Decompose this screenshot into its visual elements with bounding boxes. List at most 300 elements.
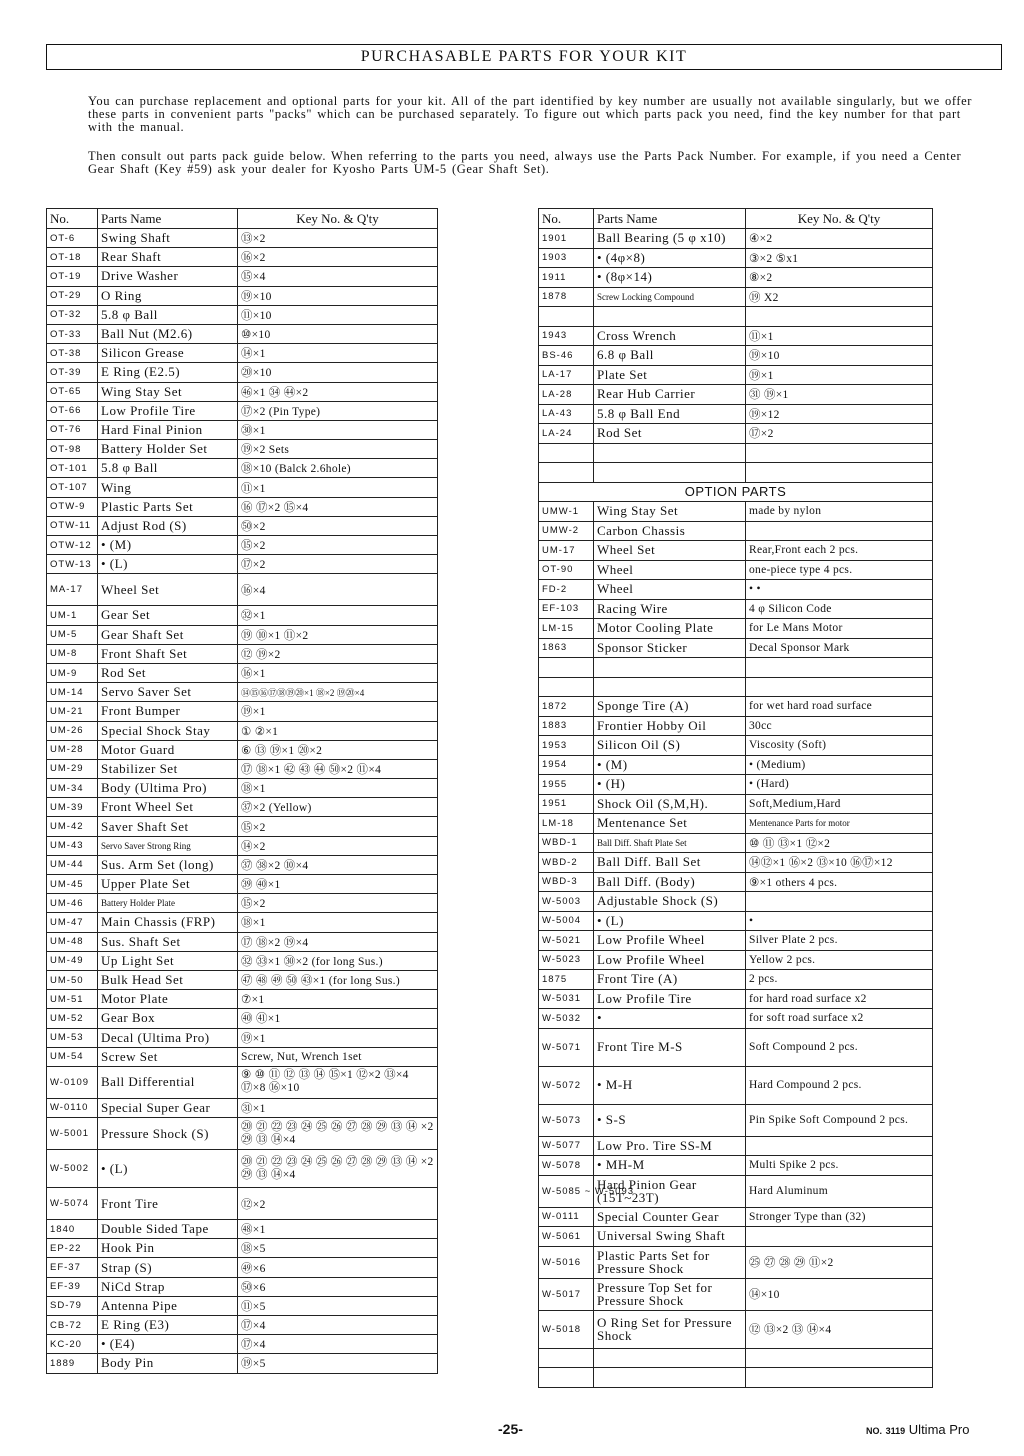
key-qty-cell: ㉜ ㉝×1 ㉚×2 (for long Sus.) — [238, 951, 438, 970]
key-qty-cell: Decal Sponsor Mark — [746, 638, 933, 658]
key-qty-cell — [746, 1227, 933, 1247]
key-qty-cell: ⑳ ㉑ ㉒ ㉓ ㉔ ㉕ ㉖ ㉗ ㉘ ㉙ ⑬ ⑭ ×2 ㉙ ⑬ ⑭×4 — [238, 1118, 438, 1150]
table-row — [47, 478, 438, 497]
part-name-cell: Main Chassis (FRP) — [98, 913, 238, 932]
table-row — [47, 836, 438, 855]
table-row — [539, 872, 933, 892]
key-qty-cell — [746, 463, 933, 483]
part-number-cell: OT-38 — [47, 344, 98, 363]
key-qty-cell: • (Medium) — [746, 755, 933, 775]
part-name-cell: Mentenance Set — [594, 814, 746, 834]
part-name-cell: E Ring (E3) — [98, 1316, 238, 1335]
key-qty-cell: ㉛ ⑲×1 — [746, 385, 933, 405]
part-name-cell: Low Profile Tire — [594, 989, 746, 1009]
part-name-cell: Servo Saver Set — [98, 683, 238, 702]
key-qty-cell: • (Hard) — [746, 775, 933, 795]
table-row — [47, 721, 438, 740]
part-number-cell — [539, 1368, 594, 1388]
column-header-key: Key No. & Q'ty — [238, 209, 438, 229]
part-name-cell: Racing Wire — [594, 599, 746, 619]
table-row — [47, 1220, 438, 1239]
key-qty-cell: ⑪×5 — [238, 1296, 438, 1315]
part-name-cell: Front Wheel Set — [98, 798, 238, 817]
part-name-cell: Wing Stay Set — [594, 502, 746, 522]
key-qty-cell: ⑱×1 — [238, 779, 438, 798]
part-number-cell: UM-42 — [47, 817, 98, 836]
table-row — [539, 931, 933, 951]
part-name-cell: Wheel — [594, 580, 746, 600]
part-name-cell: Silicon Oil (S) — [594, 736, 746, 756]
part-number-cell: LA-24 — [539, 424, 594, 444]
table-row — [539, 424, 933, 444]
key-qty-cell: ⑲×5 — [238, 1354, 438, 1373]
table-row — [47, 1047, 438, 1066]
part-number-cell: UM-39 — [47, 798, 98, 817]
key-qty-cell: ⑯×1 — [238, 663, 438, 682]
part-number-cell: OT-107 — [47, 478, 98, 497]
key-qty-cell: ⑲×10 — [746, 346, 933, 366]
key-qty-cell: ㊽×1 — [238, 1220, 438, 1239]
key-qty-cell: • • — [746, 580, 933, 600]
table-row — [47, 1354, 438, 1373]
key-qty-cell: 4 φ Silicon Code — [746, 599, 933, 619]
table-row — [47, 932, 438, 951]
part-number-cell: UM-1 — [47, 606, 98, 625]
part-name-cell: 5.8 φ Ball — [98, 459, 238, 478]
key-qty-cell: Soft,Medium,Hard — [746, 794, 933, 814]
key-qty-cell: ㊿×6 — [238, 1277, 438, 1296]
key-qty-cell: Stronger Type than (32) — [746, 1207, 933, 1227]
key-qty-cell: ⑯×2 — [238, 248, 438, 267]
key-qty-cell: Pin Spike Soft Compound 2 pcs. — [746, 1104, 933, 1136]
part-name-cell: Adjustable Shock (S) — [594, 892, 746, 912]
key-qty-cell: ⑯ ⑰×2 ⑮×4 — [238, 497, 438, 516]
part-number-cell: 1875 — [539, 970, 594, 990]
part-name-cell: E Ring (E2.5) — [98, 363, 238, 382]
key-qty-cell: ⑬×2 — [238, 229, 438, 248]
table-row — [47, 229, 438, 248]
key-qty-cell — [746, 1348, 933, 1368]
part-number-cell: UM-52 — [47, 1009, 98, 1028]
part-name-cell: Wheel Set — [98, 574, 238, 606]
part-name-cell: Motor Cooling Plate — [594, 619, 746, 639]
table-row — [47, 951, 438, 970]
part-name-cell: Saver Shaft Set — [98, 817, 238, 836]
table-row — [539, 463, 933, 483]
part-name-cell: Battery Holder Plate — [98, 894, 238, 913]
table-row — [47, 267, 438, 286]
part-name-cell — [594, 463, 746, 483]
part-name-cell: Hard Pinion Gear (15T~23T) — [594, 1175, 746, 1207]
part-name-cell: Ball Differential — [98, 1066, 238, 1098]
table-row — [539, 989, 933, 1009]
key-qty-cell: ⑮×2 — [238, 536, 438, 555]
key-qty-cell: Multi Spike 2 pcs. — [746, 1156, 933, 1176]
part-name-cell: Body Pin — [98, 1354, 238, 1373]
table-row — [47, 536, 438, 555]
key-qty-cell: ⑭⑮⑯⑰⑱⑲⑳×1 ⑱×2 ⑲⑳×4 — [238, 683, 438, 702]
part-name-cell: Low Profile Wheel — [594, 931, 746, 951]
table-row — [47, 1188, 438, 1220]
part-number-cell: 1954 — [539, 755, 594, 775]
part-name-cell: • — [594, 1009, 746, 1029]
part-name-cell: Upper Plate Set — [98, 875, 238, 894]
parts-table-left — [46, 208, 438, 1374]
key-qty-cell — [746, 892, 933, 912]
part-name-cell: Rod Set — [594, 424, 746, 444]
part-name-cell: • MH-M — [594, 1156, 746, 1176]
table-row — [47, 606, 438, 625]
key-qty-cell: ⑲×2 Sets — [238, 440, 438, 459]
table-row — [539, 1104, 933, 1136]
table-row — [539, 1246, 933, 1278]
table-row — [539, 716, 933, 736]
key-qty-cell: ① ②×1 — [238, 721, 438, 740]
parts-table-right — [538, 208, 933, 1388]
part-name-cell: Pressure Top Set for Pressure Shock — [594, 1278, 746, 1310]
table-row — [47, 644, 438, 663]
part-number-cell: OT-29 — [47, 286, 98, 305]
table-row — [539, 911, 933, 931]
part-name-cell: Low Pro. Tire SS-M — [594, 1136, 746, 1156]
table-row — [47, 1316, 438, 1335]
key-qty-cell: made by nylon — [746, 502, 933, 522]
part-name-cell: Wheel Set — [594, 541, 746, 561]
table-row — [539, 599, 933, 619]
part-name-cell: Cross Wrench — [594, 326, 746, 346]
key-qty-cell: ⑩×10 — [238, 324, 438, 343]
table-row — [539, 326, 933, 346]
table-row — [539, 853, 933, 873]
part-name-cell: • (E4) — [98, 1335, 238, 1354]
part-number-cell: W-5031 — [539, 989, 594, 1009]
key-qty-cell: ⑲ X2 — [746, 287, 933, 307]
part-name-cell: Front Tire M-S — [594, 1028, 746, 1066]
key-qty-cell: ⑳×10 — [238, 363, 438, 382]
table-row — [47, 1009, 438, 1028]
key-qty-cell: Rear,Front each 2 pcs. — [746, 541, 933, 561]
table-row — [539, 385, 933, 405]
part-number-cell: OTW-13 — [47, 555, 98, 574]
part-number-cell: UM-14 — [47, 683, 98, 702]
table-row — [539, 268, 933, 288]
part-name-cell: Special Counter Gear — [594, 1207, 746, 1227]
table-row — [47, 305, 438, 324]
key-qty-cell: ⑪×1 — [238, 478, 438, 497]
key-qty-cell: Soft Compound 2 pcs. — [746, 1028, 933, 1066]
table-row — [47, 798, 438, 817]
table-row — [539, 775, 933, 795]
key-qty-cell: for wet hard road surface — [746, 697, 933, 717]
table-row — [47, 286, 438, 305]
key-qty-cell: ⑪×10 — [238, 305, 438, 324]
part-name-cell — [594, 1368, 746, 1388]
table-row — [47, 516, 438, 535]
key-qty-cell: Viscosity (Soft) — [746, 736, 933, 756]
document-id — [866, 1422, 969, 1437]
part-number-cell: LA-17 — [539, 365, 594, 385]
key-qty-cell: for soft road surface x2 — [746, 1009, 933, 1029]
key-qty-cell: ③×2 ⑤x1 — [746, 248, 933, 268]
part-name-cell: • (M) — [98, 536, 238, 555]
part-name-cell: Silicon Grease — [98, 344, 238, 363]
key-qty-cell: ⑫ ⑬×2 ⑬ ⑭×4 — [746, 1310, 933, 1348]
table-row — [539, 794, 933, 814]
table-row — [47, 990, 438, 1009]
table-row — [47, 1098, 438, 1117]
table-row — [539, 833, 933, 853]
key-qty-cell: ⑭×10 — [746, 1278, 933, 1310]
part-name-cell: Sponge Tire (A) — [594, 697, 746, 717]
part-name-cell: 5.8 φ Ball End — [594, 404, 746, 424]
part-name-cell: Gear Shaft Set — [98, 625, 238, 644]
column-header-key: Key No. & Q'ty — [746, 209, 933, 229]
part-name-cell: Gear Set — [98, 606, 238, 625]
part-number-cell: UMW-1 — [539, 502, 594, 522]
part-number-cell: OTW-11 — [47, 516, 98, 535]
part-number-cell: LA-43 — [539, 404, 594, 424]
table-header-row — [539, 209, 933, 229]
key-qty-cell: ㉚×1 — [238, 420, 438, 439]
key-qty-cell — [746, 1368, 933, 1388]
key-qty-cell — [746, 307, 933, 327]
table-row — [539, 502, 933, 522]
key-qty-cell: Mentenance Parts for motor — [746, 814, 933, 834]
table-row — [47, 401, 438, 420]
part-name-cell — [594, 443, 746, 463]
part-name-cell: Wing Stay Set — [98, 382, 238, 401]
key-qty-cell: ㊵ ㊶×1 — [238, 1009, 438, 1028]
key-qty-cell: ⑲×10 — [238, 286, 438, 305]
part-number-cell: UM-53 — [47, 1028, 98, 1047]
part-number-cell: OT-39 — [47, 363, 98, 382]
key-qty-cell: ⑲ ⑩×1 ⑪×2 — [238, 625, 438, 644]
doc-number: 3119 — [885, 1426, 906, 1436]
part-name-cell: • M-H — [594, 1066, 746, 1104]
part-number-cell: SD-79 — [47, 1296, 98, 1315]
part-number-cell: 1943 — [539, 326, 594, 346]
table-row — [47, 344, 438, 363]
intro-paragraph-1: You can purchase replacement and optional parts for your kit. All of the part identified by key number are usually not available singularly, but we offer these parts in convenient parts "packs" which can be purchased separately. To figure out which parts pack you need, find the key number for that part with the manual. — [88, 94, 973, 134]
page-title: PURCHASABLE PARTS FOR YOUR KIT — [46, 44, 1002, 70]
key-qty-cell: ⑲×1 — [238, 702, 438, 721]
part-number-cell: W-0109 — [47, 1066, 98, 1098]
table-row — [539, 736, 933, 756]
part-number-cell: 1872 — [539, 697, 594, 717]
part-name-cell: NiCd Strap — [98, 1277, 238, 1296]
part-number-cell: OT-18 — [47, 248, 98, 267]
key-qty-cell: Hard Compound 2 pcs. — [746, 1066, 933, 1104]
part-name-cell: Antenna Pipe — [98, 1296, 238, 1315]
key-qty-cell: ⑧×2 — [746, 268, 933, 288]
table-row — [539, 892, 933, 912]
parts-table-left-body — [47, 229, 438, 1374]
table-row — [47, 855, 438, 874]
key-qty-cell: ㊿×2 — [238, 516, 438, 535]
table-row — [47, 324, 438, 343]
key-qty-cell: ⑰×2 — [746, 424, 933, 444]
key-qty-cell: ⑨×1 others 4 pcs. — [746, 872, 933, 892]
key-qty-cell: ㊻×1 ㉞ ㊹×2 — [238, 382, 438, 401]
table-row — [539, 1348, 933, 1368]
table-row — [47, 1335, 438, 1354]
table-row — [539, 1156, 933, 1176]
doc-number-prefix: NO. — [866, 1426, 883, 1436]
table-row — [47, 574, 438, 606]
part-number-cell: W-0110 — [47, 1098, 98, 1117]
key-qty-cell: for hard road surface x2 — [746, 989, 933, 1009]
part-name-cell: • (L) — [594, 911, 746, 931]
table-row — [539, 287, 933, 307]
key-qty-cell: ⑰ ⑱×2 ⑲×4 — [238, 932, 438, 951]
part-number-cell: UM-43 — [47, 836, 98, 855]
key-qty-cell: ④×2 — [746, 229, 933, 249]
part-number-cell: LM-18 — [539, 814, 594, 834]
part-name-cell: O Ring — [98, 286, 238, 305]
table-row — [47, 497, 438, 516]
intro-paragraph-2: Then consult out parts pack guide below. When referring to the parts you need, always use the Parts Pack Number. For example, if you need a Center Gear Shaft (Key #59) ask your dealer for Kyosho Parts UM-5 (Gear Shaft Set). — [88, 149, 962, 176]
part-number-cell: EF-103 — [539, 599, 594, 619]
table-row — [539, 346, 933, 366]
part-number-cell: OT-33 — [47, 324, 98, 343]
key-qty-cell: ⑪×1 — [746, 326, 933, 346]
part-number-cell: WBD-1 — [539, 833, 594, 853]
table-row — [47, 459, 438, 478]
key-qty-cell: ⑰×2 (Pin Type) — [238, 401, 438, 420]
key-qty-cell: ⑲×12 — [746, 404, 933, 424]
part-number-cell: UM-46 — [47, 894, 98, 913]
part-number-cell: W-5001 — [47, 1118, 98, 1150]
part-number-cell: OT-19 — [47, 267, 98, 286]
table-row — [47, 894, 438, 913]
table-row — [47, 1066, 438, 1098]
part-number-cell: KC-20 — [47, 1335, 98, 1354]
key-qty-cell: ⑱×1 — [238, 913, 438, 932]
table-row — [539, 1310, 933, 1348]
table-row — [47, 1118, 438, 1150]
part-number-cell: UM-54 — [47, 1047, 98, 1066]
part-number-cell: W-5021 — [539, 931, 594, 951]
part-name-cell: Swing Shaft — [98, 229, 238, 248]
part-number-cell: W-5078 — [539, 1156, 594, 1176]
part-name-cell: Plastic Parts Set — [98, 497, 238, 516]
part-number-cell: WBD-2 — [539, 853, 594, 873]
part-number-cell: W-5073 — [539, 1104, 594, 1136]
key-qty-cell: one-piece type 4 pcs. — [746, 560, 933, 580]
table-row — [539, 1066, 933, 1104]
part-name-cell: Drive Washer — [98, 267, 238, 286]
key-qty-cell: ⑰ ⑱×1 ㊷ ㊸ ㊹ ㊿×2 ⑪×4 — [238, 759, 438, 778]
part-number-cell: 1911 — [539, 268, 594, 288]
part-name-cell: Ball Diff. Shaft Plate Set — [594, 833, 746, 853]
key-qty-cell: ㊲×2 (Yellow) — [238, 798, 438, 817]
part-number-cell: UM-5 — [47, 625, 98, 644]
parts-table-right-body — [539, 229, 933, 1388]
part-name-cell: Ball Diff. (Body) — [594, 872, 746, 892]
part-name-cell: Battery Holder Set — [98, 440, 238, 459]
part-number-cell: 1883 — [539, 716, 594, 736]
part-number-cell: EP-22 — [47, 1239, 98, 1258]
part-name-cell: Universal Swing Shaft — [594, 1227, 746, 1247]
part-name-cell: Gear Box — [98, 1009, 238, 1028]
table-row — [539, 1278, 933, 1310]
key-qty-cell: ㉜×1 — [238, 606, 438, 625]
table-row — [47, 875, 438, 894]
part-name-cell: Pressure Shock (S) — [98, 1118, 238, 1150]
part-number-cell — [539, 677, 594, 697]
part-name-cell: Low Profile Wheel — [594, 950, 746, 970]
table-row — [539, 814, 933, 834]
table-row — [47, 1028, 438, 1047]
key-qty-cell: 30cc — [746, 716, 933, 736]
table-row — [47, 1239, 438, 1258]
part-name-cell: Front Shaft Set — [98, 644, 238, 663]
part-name-cell: Sus. Shaft Set — [98, 932, 238, 951]
table-row — [539, 677, 933, 697]
key-qty-cell: ⑱×5 — [238, 1239, 438, 1258]
part-name-cell: Sponsor Sticker — [594, 638, 746, 658]
table-row — [47, 363, 438, 382]
key-qty-cell: ⑮×4 — [238, 267, 438, 286]
part-name-cell: Carbon Chassis — [594, 521, 746, 541]
table-row — [539, 619, 933, 639]
part-name-cell: Stabilizer Set — [98, 759, 238, 778]
part-number-cell: 1901 — [539, 229, 594, 249]
table-row — [539, 580, 933, 600]
part-name-cell: Body (Ultima Pro) — [98, 779, 238, 798]
part-number-cell: 1863 — [539, 638, 594, 658]
part-name-cell — [594, 307, 746, 327]
part-number-cell: W-5074 — [47, 1188, 98, 1220]
key-qty-cell — [746, 677, 933, 697]
part-number-cell: MA-17 — [47, 574, 98, 606]
part-number-cell: WBD-3 — [539, 872, 594, 892]
part-number-cell: CB-72 — [47, 1316, 98, 1335]
table-row — [539, 541, 933, 561]
key-qty-cell: ⑰×4 — [238, 1335, 438, 1354]
part-name-cell: Bulk Head Set — [98, 970, 238, 989]
part-name-cell: Screw Locking Compound — [594, 287, 746, 307]
part-number-cell: UM-48 — [47, 932, 98, 951]
part-number-cell: UM-28 — [47, 740, 98, 759]
part-number-cell: UMW-2 — [539, 521, 594, 541]
part-number-cell: UM-17 — [539, 541, 594, 561]
part-number-cell: 1955 — [539, 775, 594, 795]
part-number-cell: BS-46 — [539, 346, 594, 366]
key-qty-cell: ⑲×1 — [746, 365, 933, 385]
key-qty-cell: Yellow 2 pcs. — [746, 950, 933, 970]
part-number-cell: EF-39 — [47, 1277, 98, 1296]
key-qty-cell: ⑫ ⑲×2 — [238, 644, 438, 663]
part-number-cell: OT-98 — [47, 440, 98, 459]
part-number-cell: LA-28 — [539, 385, 594, 405]
part-number-cell: W-5023 — [539, 950, 594, 970]
table-row — [539, 1207, 933, 1227]
column-header-name: Parts Name — [594, 209, 746, 229]
page-number: -25- — [498, 1421, 523, 1437]
table-row — [47, 1150, 438, 1188]
part-number-cell: W-5016 — [539, 1246, 594, 1278]
table-row — [47, 702, 438, 721]
part-number-cell: UM-47 — [47, 913, 98, 932]
table-row — [539, 1028, 933, 1066]
part-number-cell: OTW-9 — [47, 497, 98, 516]
table-row — [47, 779, 438, 798]
key-qty-cell: • — [746, 911, 933, 931]
key-qty-cell: ⑭⑫×1 ⑯×2 ⑬×10 ⑯⑰×12 — [746, 853, 933, 873]
part-name-cell: • (L) — [98, 1150, 238, 1188]
part-number-cell: UM-44 — [47, 855, 98, 874]
